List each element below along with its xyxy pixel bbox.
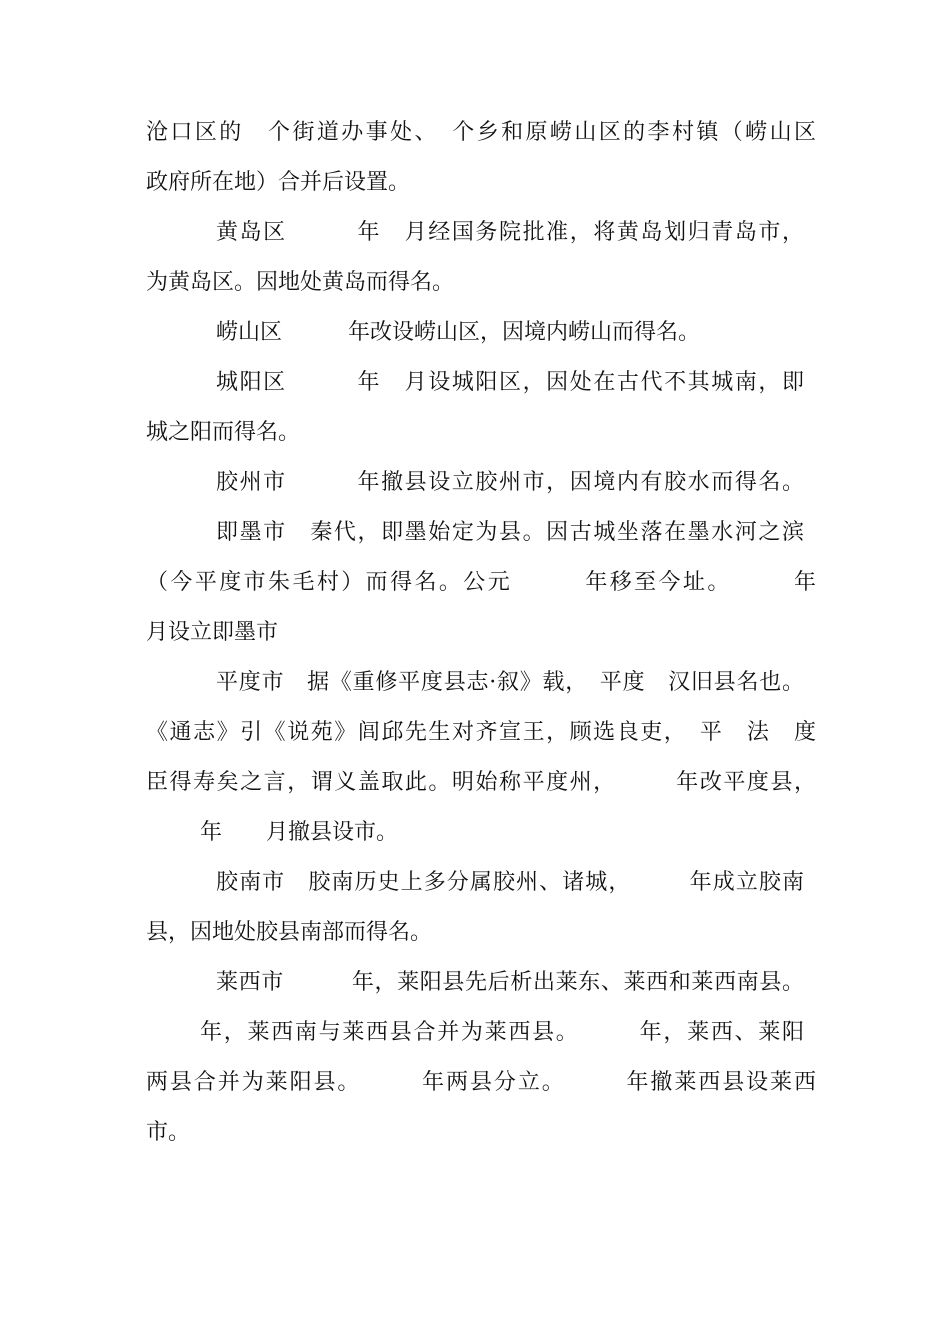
text-line: 城阳区 年 月设城阳区，因处在古代不其城南，即 — [216, 370, 804, 395]
text-line: 即墨市 秦代，即墨始定为县。因古城坐落在墨水河之滨 — [216, 520, 804, 545]
text-line: 臣得寿矣之言，谓义盖取此。明始称平度州， 年改平度县， — [146, 770, 816, 795]
text-line: 年，莱西南与莱西县合并为莱西县。 年，莱西、莱阳 — [200, 1020, 804, 1045]
text-line: 黄岛区 年 月经国务院批准，将黄岛划归青岛市， — [216, 220, 804, 245]
text-line: 城之阳而得名。 — [146, 420, 301, 445]
text-line: 月设立即墨市 — [146, 620, 279, 645]
text-line: 市。 — [146, 1120, 191, 1145]
text-line: 两县合并为莱阳县。 年两县分立。 年撤莱西县设莱西 — [146, 1070, 816, 1095]
text-line: 沧口区的 个街道办事处、 个乡和原崂山区的李村镇（崂山区 — [146, 120, 816, 145]
text-line: （今平度市朱毛村）而得名。公元 年移至今址。 年 — [146, 570, 816, 595]
text-line: 胶州市 年撤县设立胶州市，因境内有胶水而得名。 — [216, 470, 804, 495]
text-line: 胶南市 胶南历史上多分属胶州、诸城， 年成立胶南 — [216, 870, 804, 895]
text-line: 崂山区 年改设崂山区，因境内崂山而得名。 — [216, 320, 701, 345]
text-line: 平度市 据《重修平度县志·叙》载， 平度 汉旧县名也。 — [216, 670, 804, 695]
text-line: 莱西市 年，莱阳县先后析出莱东、莱西和莱西南县。 — [216, 970, 804, 995]
text-line: 政府所在地）合并后设置。 — [146, 170, 411, 195]
text-line: 年 月撤县设市。 — [200, 820, 399, 845]
text-line: 县，因地处胶县南部而得名。 — [146, 920, 433, 945]
text-line: 《通志》引《说苑》闾邱先生对齐宣王，顾选良吏， 平 法 度 — [146, 720, 816, 745]
text-line: 为黄岛区。因地处黄岛而得名。 — [146, 270, 455, 295]
